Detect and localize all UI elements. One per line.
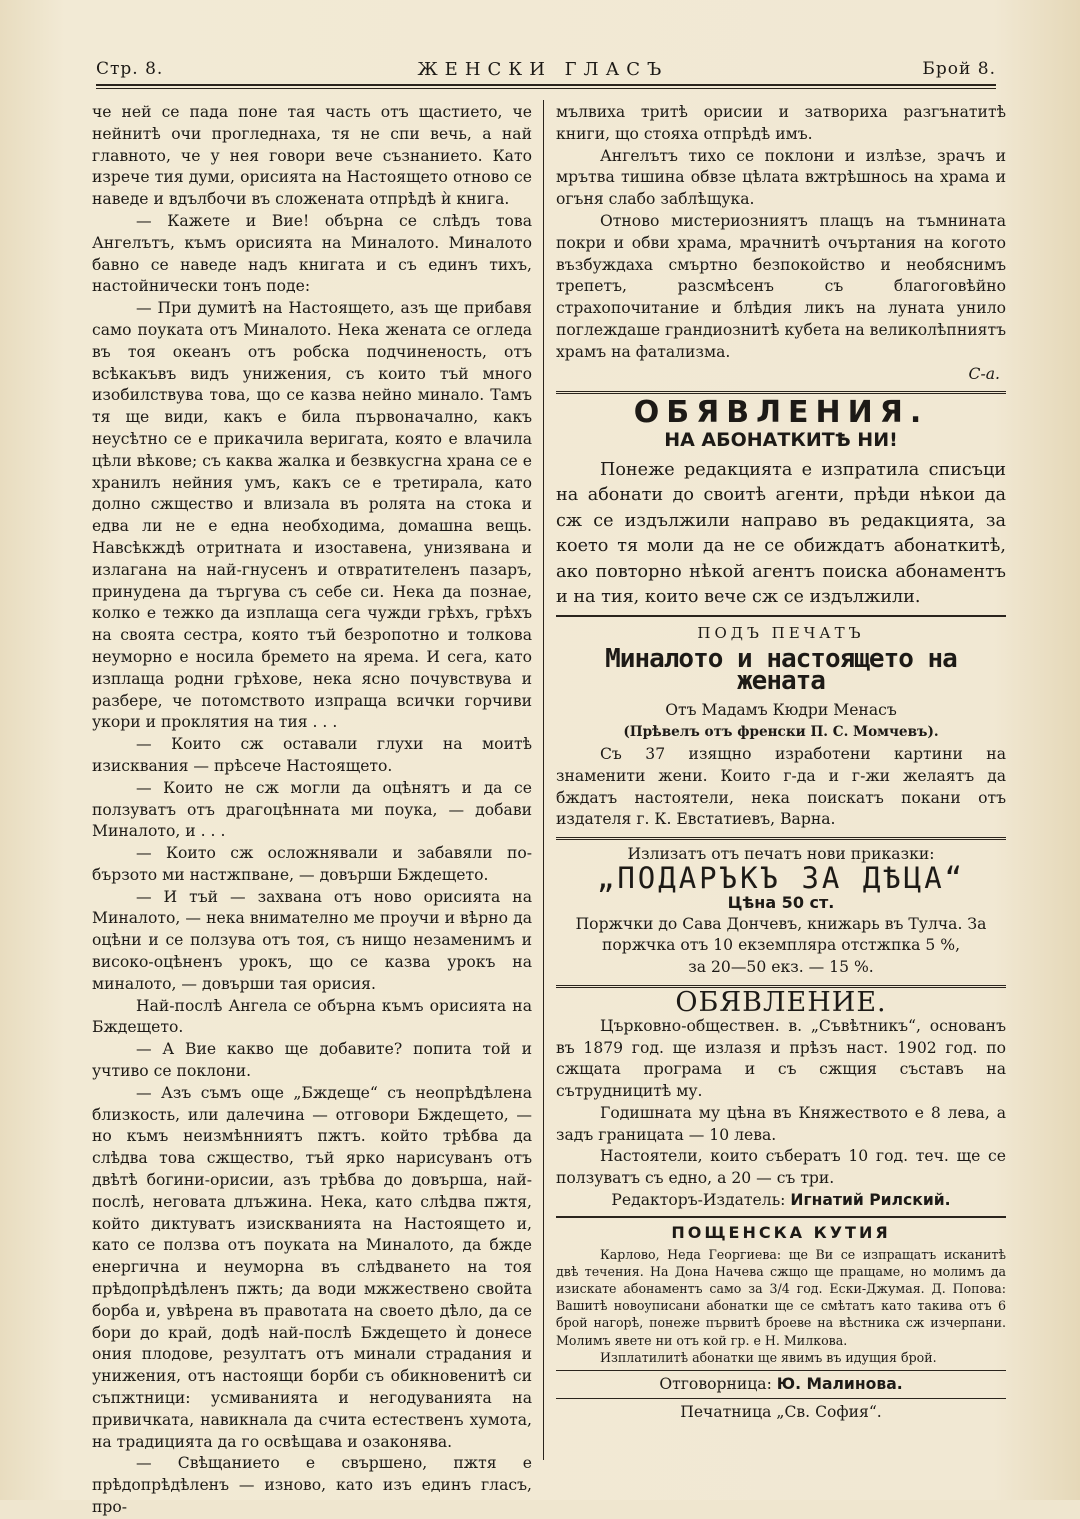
notice-paragraph: Настоятели, които събератъ 10 год. теч. ще се ползуватъ съ едно, а 20 — съ три. [556, 1147, 1006, 1188]
newspaper-title: ЖЕНСКИ ГЛАСЪ [417, 58, 669, 80]
editor-label: Редакторъ-Издатель: [611, 1191, 786, 1210]
book-author: Отъ Мадамъ Кюдри Менасъ [665, 701, 897, 720]
header-rule-thin [96, 88, 996, 89]
mailbox-heading: ПОЩЕНСКА КУТИЯ [671, 1222, 891, 1242]
section-rule [556, 1216, 1006, 1218]
story-paragraph: — Азъ съмъ още „Бждеще“ съ неопрѣдѣлена близкость, или далечина — отговори Бждещето, — но къмъ неизмѣнниятъ пжтъ. който трѣбва да слѣдва това сжщество, тъй ярко нарисуванъ отъ двѣтѣ богини-орисии, азъ трѣбва до довърша, най-послѣ, неговата длъжина. Нека, като слѣдва пжтя, който диктуватъ изискванията на Настоящето и, като се ползва отъ поуката на Миналото, да бжде енергична и неуморна въ слѣдването на тоя прѣдопрѣдѣленъ пжть; да води мжжествено свойта борба и, увѣрена въ правотата на своето дѣло, да се бори до край, додѣ най-послѣ Бждещето ѝ донесе ония плодове, резултатъ отъ минали страдания и унижения, отъ настоящи борби съ обикновенитѣ си съпжтници: усмиванията и негодуванията на привичката, навикнала да счита естественъ хумота, на традицията да го освѣщава и озаконява. [92, 1083, 532, 1451]
tales-price: Цѣна 50 ст. [727, 892, 835, 912]
page-number: Стр. 8. [96, 59, 164, 79]
right-column [556, 102, 1006, 1422]
story-paragraph: — Които не сж могли да оцѣнятъ и да се ползуватъ отъ драгоцѣнната ми поука, — добави Миналото, и . . . [92, 778, 532, 841]
tales-title: „ПОДАРЪКЪ ЗА ДѢЦА“ [596, 860, 966, 895]
notice-heading: ОБЯВЛЕНИЕ. [675, 986, 887, 1018]
editor-name: Игнатий Рилский. [790, 1191, 951, 1210]
column-divider [543, 100, 544, 1460]
story-paragraph: Най-послѣ Ангела се обърна къмъ орисията на Бждещето. [92, 996, 532, 1037]
book-text: Съ 37 изящно изработени картини на знаменити жени. Които г-да и г-жи желаятъ да бждатъ настоятели, нека поискатъ покани отъ издателя г. К. Евстатиевъ, Варна. [556, 744, 1006, 829]
notice-paragraph: Църковно-обществен. в. „Съвѣтникъ“, основанъ въ 1879 год. ще излазя и прѣзъ наст. 1902 год. по сжщата програма и съ сжщия съставъ на сътрудницитѣ му. [556, 1016, 1006, 1101]
editor-line [556, 1190, 1006, 1212]
section-rule [556, 837, 1006, 840]
mailbox-text: Изплатилитѣ абонатки ще явимъ въ идущия брой. [600, 1349, 937, 1365]
page-header [96, 56, 996, 82]
story-paragraph: — Кажете и Вие! обърна се слѣдъ това Ангелътъ, къмъ орисията на Миналото. Миналото бавно се наведе надъ книгата и съ единъ тихъ, настойнически тонъ поде: [92, 211, 532, 296]
story-paragraph: — Които сж оставали глухи на моитѣ изисквания — прѣсече Настоящето. [92, 735, 532, 775]
book-translator: (Прѣвелъ отъ френски П. С. Момчевъ). [623, 724, 939, 741]
issue-number: Брой 8. [922, 59, 996, 79]
section-rule [556, 1370, 1006, 1371]
mailbox-text: Карлово, Неда Георгиева: ще Ви се изпращатъ исканитѣ двѣ течения. На Дона Начева сжщо ще пращаме, но молимъ да изискате абонаментъ само за 3/4 год. Ески-Джумая. Д. Попова: Вашитѣ новоуписани абонатки ще се смѣтатъ като такива отъ 6 брой нагорѣ, понеже първитѣ броеве на вѣстника сж изчерпани. Молимъ явете ни отъ кой гр. е Н. Милкова. [556, 1246, 1006, 1348]
responsible-name: Ю. Малинова. [776, 1375, 903, 1394]
print-label: ПОДЪ ПЕЧАТЪ [697, 623, 865, 642]
tales-label: Излизатъ отъ печатъ нови приказки: [627, 845, 935, 864]
story-paragraph: — А Вие какво ще добавите? попита той и учтиво се поклони. [92, 1040, 532, 1081]
ads-text: Понеже редакцията е изпратила списъци на абонати до своитѣ агенти, прѣди нѣкои да сж се издължили направо въ редакцията, за което тя моли да не се обиждатъ абонаткитѣ, ако повторно нѣкой агентъ поиска абонаментъ и на тия, които вече сж се издължили. [556, 459, 1006, 608]
printer-line: Печатница „Св. София“. [680, 1403, 882, 1422]
book-title: Миналото и настоящето на жената [605, 643, 957, 696]
story-paragraph: — Които сж осложнявали и забавяли по-бързото ми настжпване, — довърши Бждещето. [92, 844, 532, 884]
story-paragraph: Отново мистериозниятъ плащъ на тъмнината покри и обви храма, мрачнитѣ очъртания на когото възбуждаха смъртно безпокойство и необяснимъ трепетъ, разсмѣсенъ съ благоговѣйно страхопочитание и блѣдия ликъ на луната унило поглеждаше грандиознитѣ кубета на великолѣпниятъ храмъ на фатализма. [556, 211, 1006, 361]
responsible-label: Отговорница: [659, 1375, 772, 1394]
ads-heading: ОБЯВЛЕНИЯ. [633, 395, 929, 431]
section-rule [556, 615, 1006, 617]
story-paragraph: че ней се пада поне тая часть отъ щастието, че нейнитѣ очи прогледнаха, тя не спи вечь, а най главното, че у нея говори вече съзнанието. Като изрече тия думи, орисията на Настоящето отново се наведе и вдълбочи въ сложената отпрѣдѣ ѝ книга. [92, 103, 532, 209]
story-paragraph: — При думитѣ на Настоящето, азъ ще прибавя само поуката отъ Миналото. Нека жената се огледа въ тоя океанъ отъ робска подчиненость, отъ всѣкакъвъ видъ унижения, съ които тъй много изобилствува това, що се казва нейно минало. Тамъ тя ще види, какъ е била първоначално, какъ неусѣтно се е прикачила веригата, която е влачила цѣли вѣкове; съ каква жалка и безвкусгна храна се е хранилъ нейния умъ, какъ се е третирала, като долно сжщество и влизала въ ролята на стока и едва ли не е една необходима, домашна вещь. Навсѣкждѣ отритната и изоставена, унизявана и излагана на най-гнусенъ и отвратителенъ пазаръ, принудена да търгува съ себе си. Нека да познае, колко е тежко да изплаща сега чужди грѣхъ, грѣхъ на своята сестра, която тъй безропотно и толкова неуморно е носила бремето на ярема. И сега, като изплаща родни грѣхове, нека ясно почувствува и разбере, че потомството изпраща всички горчиви укори и проклятия на тия . . . [92, 299, 532, 732]
left-column [92, 102, 532, 1519]
story-signature: С-а. [968, 364, 1000, 383]
section-rule [556, 1398, 1006, 1399]
tales-text: Поржчки до Сава Дончевъ, книжарь въ Тулча. За поржчка отъ 10 екземпляра отстжпка 5 %, [575, 914, 987, 955]
story-paragraph: Ангелътъ тихо се поклони и излѣзе, зрачъ и мрътва тишина обвзе цѣлата вжтрѣшнось на храма и огъня слабо заблѣщука. [556, 146, 1006, 209]
tales-text: за 20—50 екз. — 15 %. [688, 958, 874, 977]
story-paragraph: мълвиха тритѣ орисии и затвориха разгънатитѣ книги, що стояха отпрѣдѣ имъ. [556, 103, 1006, 143]
responsible-line [556, 1375, 1006, 1394]
notice-paragraph: Годишната му цѣна въ Княжеството е 8 лева, а задъ границата — 10 лева. [556, 1103, 1006, 1144]
story-paragraph: — И тъй — захвана отъ ново орисията на Миналото, — нека внимателно ме проучи и вѣрно да оцѣни и се ползува отъ тоя, съ нищо незаменимъ и високо-оцѣненъ урокъ, що се казва урокъ на миналото, — довърши тая орисия. [92, 887, 532, 993]
header-rule [96, 84, 996, 86]
story-paragraph: — Свѣщанието е свършено, пжтя е прѣдопрѣдѣленъ — изново, като изъ единъ гласъ, про- [92, 1454, 532, 1516]
section-rule [556, 391, 1006, 394]
ads-subheading: НА АБОНАТКИТѢ НИ! [664, 429, 898, 452]
